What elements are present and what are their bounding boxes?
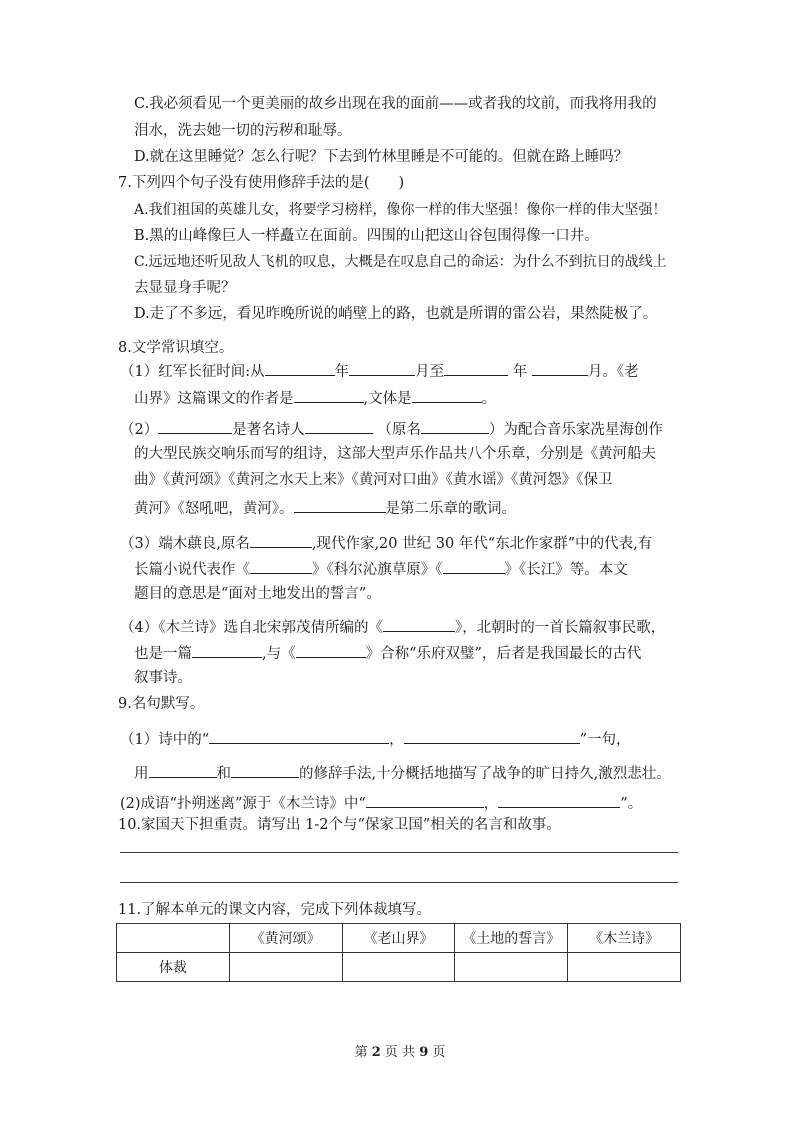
answer-blank[interactable]: [532, 360, 588, 376]
answer-blank[interactable]: [498, 792, 620, 808]
q10-stem: 10.家国天下担重责。请写出 1-2个与“保家卫国”相关的名言和故事。: [118, 817, 561, 833]
q7-option-c-line2: 去显显身手呢？: [134, 280, 236, 296]
answer-blank[interactable]: [250, 532, 312, 548]
answer-blank[interactable]: [443, 558, 505, 574]
table-header-cell: 《木兰诗》: [568, 924, 681, 953]
answer-blank[interactable]: [265, 360, 335, 376]
q8-part4-line2: 也是一篇 ,与《 》合称“乐府双璧”，后者是我国最长的古代: [134, 642, 641, 664]
answer-blank[interactable]: [294, 497, 386, 513]
q7-option-d: D.走了不多远，看见昨晚所说的峭壁上的路，也就是所谓的雷公岩，果然陡极了。: [134, 306, 658, 322]
answer-line[interactable]: [120, 852, 678, 853]
q8-part1-line2: 山界》这篇课文的作者是 ,文体是 。: [134, 387, 496, 409]
answer-cell[interactable]: [568, 953, 681, 982]
q8-part3-line2: 长篇小说代表作《 》《科尔沁旗草原》《 》《长江》等。本文: [134, 558, 628, 580]
row-label: 体裁: [117, 953, 230, 982]
answer-blank[interactable]: [296, 642, 366, 658]
answer-blank[interactable]: [250, 558, 312, 574]
answer-cell[interactable]: [229, 953, 342, 982]
table-header-row: [117, 924, 681, 953]
genre-table: [116, 923, 681, 982]
answer-blank[interactable]: [404, 728, 580, 744]
page-number: 2: [371, 1045, 381, 1060]
table-header-cell: 《老山界》: [342, 924, 455, 953]
answer-blank[interactable]: [294, 387, 364, 403]
table-header-cell: [117, 924, 230, 953]
answer-blank[interactable]: [383, 616, 455, 632]
answer-blank[interactable]: [231, 762, 299, 778]
table-row: [117, 953, 681, 982]
q9-part2: (2)成语“扑朔迷离”源于《木兰诗》中“ ， ”。: [120, 792, 642, 814]
answer-cell[interactable]: [455, 953, 568, 982]
answer-blank[interactable]: [149, 762, 217, 778]
answer-blank[interactable]: [421, 418, 489, 434]
answer-line[interactable]: [120, 882, 678, 883]
q8-part2-line4: 黄河》《怒吼吧，黄河》。 是第二乐章的歌词。: [134, 497, 516, 519]
q8-part2-line2: 的大型民族交响乐而写的组诗，这部大型声乐作品共八个乐章，分别是《黄河船夫: [134, 446, 656, 462]
q6-option-c-line1: C.我必须看见一个更美丽的故乡出现在我的面前——或者我的坟前，而我将用我的: [134, 96, 657, 112]
q7-option-a: A.我们祖国的英雄儿女，将要学习榜样，像你一样的伟大坚强！像你一样的伟大坚强！: [134, 202, 667, 218]
q9-part1-line1: （1）诗中的“ ， ”一句，: [120, 728, 631, 750]
q8-part2-line3: 曲》《黄河颂》《黄河之水天上来》《黄河对口曲》《黄水谣》《黄河怨》《保卫: [134, 472, 613, 488]
q9-stem: 9.名句默写。: [118, 696, 205, 712]
q11-stem: 11.了解本单元的课文内容，完成下列体裁填写。: [118, 902, 432, 918]
q8-part3-line1: （3）端木蕻良,原名 ,现代作家,20 世纪 30 年代“东北作家群”中的代表,有: [120, 532, 652, 554]
answer-blank[interactable]: [444, 360, 508, 376]
answer-blank[interactable]: [209, 728, 389, 744]
answer-blank[interactable]: [305, 418, 373, 434]
answer-blank[interactable]: [192, 642, 262, 658]
q8-part2-line1: （2） 是著名诗人 （原名 ）为配合音乐家冼星海创作: [120, 418, 663, 440]
page-footer: 第 2 页 共 9 页: [354, 1045, 446, 1060]
q9-part1-line2: 用 和 的修辞手法,十分概括地描写了战争的旷日持久,激烈悲壮。: [134, 762, 671, 784]
q6-option-c-line2: 泪水，洗去她一切的污秽和耻辱。: [134, 123, 352, 139]
answer-blank[interactable]: [158, 418, 232, 434]
q8-part4-line1: （4）《木兰诗》选自北宋郭茂倩所编的《 》，北朝时的一首长篇叙事民歌，: [120, 616, 665, 638]
q7-stem: 7.下列四个句子没有使用修辞手法的是( ): [118, 175, 405, 191]
q7-option-b: B.黑的山峰像巨人一样矗立在面前。四围的山把这山谷包围得像一口井。: [134, 228, 599, 244]
answer-blank[interactable]: [412, 387, 482, 403]
q6-option-d: D.就在这里睡觉？怎么行呢？下去到竹林里睡是不可能的。但就在路上睡吗？: [134, 149, 629, 165]
q8-part1-line1: （1）红军长征时间:从 年 月至 年 月。《老: [120, 360, 639, 382]
answer-blank[interactable]: [366, 792, 484, 808]
answer-cell[interactable]: [342, 953, 455, 982]
q8-part3-line3: 题目的意思是“面对土地发出的誓言”。: [134, 586, 381, 602]
table-header-cell: 《土地的誓言》: [455, 924, 568, 953]
q8-part4-line3: 叙事诗。: [134, 670, 192, 686]
table-header-cell: 《黄河颂》: [229, 924, 342, 953]
q8-stem: 8.文学常识填空。: [118, 340, 234, 356]
answer-blank[interactable]: [349, 360, 415, 376]
q7-option-c-line1: C.远远地还听见敌人飞机的叹息，大概是在叹息自己的命运：为什么不到抗日的战线上: [134, 254, 667, 270]
page-total: 9: [419, 1045, 429, 1060]
